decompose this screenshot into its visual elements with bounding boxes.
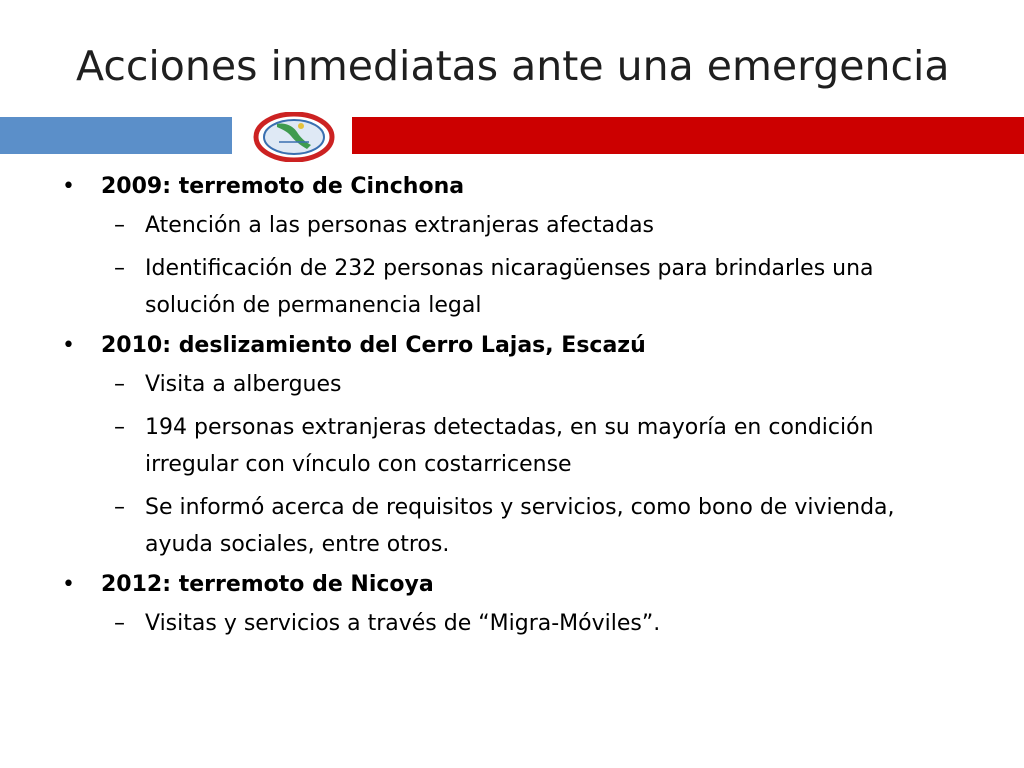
section-heading-text: 2010: deslizamiento del Cerro Lajas, Escazú [101, 333, 646, 358]
bullet-icon: • [62, 333, 75, 358]
bullet-icon: • [62, 572, 75, 597]
list-item-text: Atención a las personas extranjeras afectadas [145, 213, 655, 238]
dash-icon: – [114, 213, 125, 238]
section-heading [0, 332, 1024, 360]
header-band-blue [0, 117, 232, 154]
slide-content [0, 165, 1024, 648]
list-item-text: Visita a albergues [145, 372, 342, 397]
list-item [0, 409, 1024, 483]
dash-icon: – [114, 372, 125, 397]
dash-icon: – [114, 256, 125, 281]
dash-icon: – [114, 415, 125, 440]
list-item [0, 207, 1024, 244]
section-heading [0, 173, 1024, 201]
section-heading [0, 571, 1024, 599]
list-item-text: Identificación de 232 personas nicaragüenses para brindarles una solución de permanencia legal [145, 256, 874, 318]
dash-icon: – [114, 495, 125, 520]
list-item [0, 366, 1024, 403]
list-item-text: Se informó acerca de requisitos y servicios, como bono de vivienda, ayuda sociales, entre otros. [145, 495, 895, 557]
list-item [0, 605, 1024, 642]
dash-icon: – [114, 611, 125, 636]
list-item [0, 250, 1024, 324]
section-heading-text: 2009: terremoto de Cinchona [101, 174, 465, 199]
list-item-text: 194 personas extranjeras detectadas, en su mayoría en condición irregular con vínculo con costarricense [145, 415, 874, 477]
bullet-icon: • [62, 174, 75, 199]
migration-office-logo-icon [253, 112, 335, 162]
slide-title: Acciones inmediatas ante una emergencia [76, 42, 950, 90]
section-heading-text: 2012: terremoto de Nicoya [101, 572, 434, 597]
header-band-red [352, 117, 1024, 154]
list-item [0, 489, 1024, 563]
list-item-text: Visitas y servicios a través de “Migra-Móviles”. [145, 611, 661, 636]
